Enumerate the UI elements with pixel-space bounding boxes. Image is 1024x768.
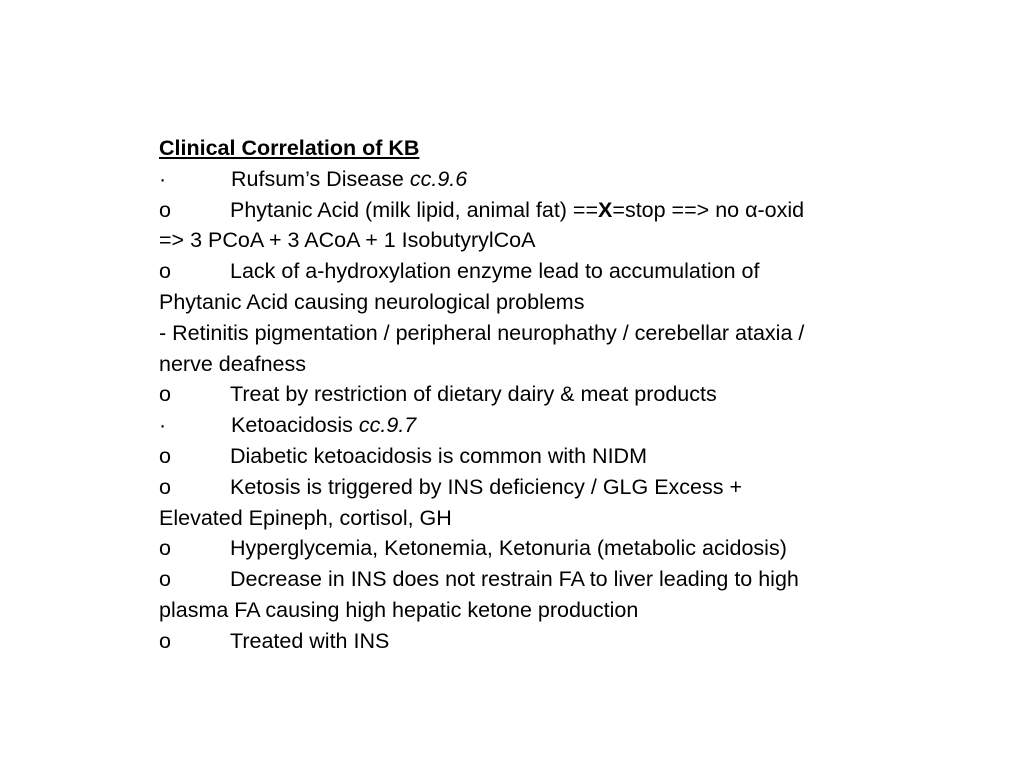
bullet-o: o: [159, 567, 171, 592]
item-continuation: Elevated Epineph, cortisol, GH: [159, 505, 452, 530]
item-text: Treated with INS: [230, 628, 390, 653]
item-continuation: plasma FA causing high hepatic ketone production: [159, 597, 639, 622]
list-item: [159, 195, 949, 226]
item-text: Hyperglycemia, Ketonemia, Ketonuria (metabolic acidosis): [230, 536, 787, 561]
slide-title: Clinical Correlation of KB: [159, 136, 420, 160]
item-text: Ketosis is triggered by INS deficiency / GLG Excess +: [230, 474, 743, 499]
bullet-o: o: [159, 474, 171, 499]
section-heading-text: Rufsum’s Disease: [231, 166, 410, 191]
item-text: Lack of a-hydroxylation enzyme lead to accumulation of: [230, 259, 760, 284]
bullet-o: o: [159, 382, 171, 407]
dash-item: - Retinitis pigmentation / peripheral neurophathy / cerebellar ataxia /: [159, 320, 805, 345]
section-heading-rufsum: [159, 164, 949, 195]
bullet-o: o: [159, 259, 171, 284]
item-text: =stop ==> no α-oxid: [612, 197, 805, 222]
bullet-o: o: [159, 628, 171, 653]
section-heading-ketoacidosis: [159, 410, 949, 441]
bullet-o: o: [159, 197, 171, 222]
list-item: [159, 626, 949, 657]
bullet-dot: ·: [159, 413, 167, 438]
list-item: [159, 441, 949, 472]
cc-reference: cc.9.6: [409, 166, 468, 191]
item-text: Treat by restriction of dietary dairy & meat products: [230, 382, 717, 407]
list-item: [159, 379, 949, 410]
item-text: Decrease in INS does not restrain FA to liver leading to high: [230, 567, 799, 592]
bullet-o: o: [159, 536, 171, 561]
cc-reference: cc.9.7: [358, 413, 417, 438]
bullet-dot: ·: [159, 166, 167, 191]
item-text: Phytanic Acid (milk lipid, animal fat) ==: [230, 197, 599, 222]
item-continuation: nerve deafness: [159, 351, 307, 376]
list-item: [159, 256, 949, 287]
list-item: [159, 472, 949, 503]
item-continuation: => 3 PCoA + 3 ACoA + 1 IsobutyrylCoA: [159, 228, 536, 253]
list-item: [159, 533, 949, 564]
bullet-o: o: [159, 443, 171, 468]
slide-content: [159, 133, 949, 657]
stop-x-mark: X: [598, 197, 613, 222]
item-continuation: Phytanic Acid causing neurological problems: [159, 289, 585, 314]
list-item: [159, 564, 949, 595]
section-heading-text: Ketoacidosis: [231, 413, 359, 438]
item-text: Diabetic ketoacidosis is common with NIDM: [230, 443, 647, 468]
